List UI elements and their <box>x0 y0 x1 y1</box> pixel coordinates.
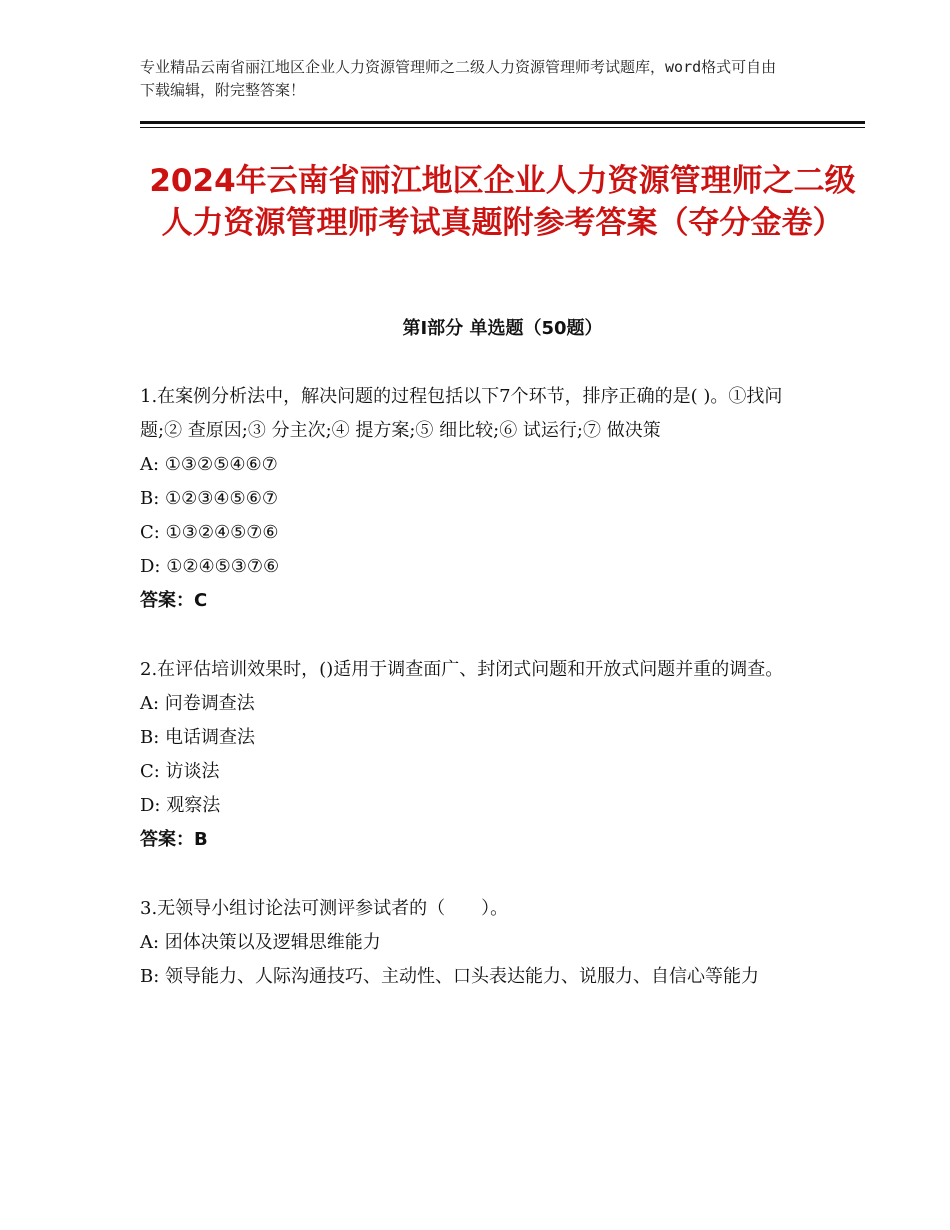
header-rule-thick <box>140 121 865 124</box>
question-option: A: ①③②⑤④⑥⑦ <box>140 454 278 475</box>
question-option: D: ①②④⑤③⑦⑥ <box>140 556 280 577</box>
header-note: 专业精品云南省丽江地区企业人力资源管理师之二级人力资源管理师考试题库，word格式可自由下载编辑，附完整答案！ <box>140 58 777 99</box>
document-title: 2024年云南省丽江地区企业人力资源管理师之二级人力资源管理师考试真题附参考答案（夺分金卷） <box>149 163 856 241</box>
question-stem: 1.在案例分析法中，解决问题的过程包括以下7个环节，排序正确的是( )。①找问题;② 查原因;③ 分主次;④ 提方案;⑤ 细比较;⑥ 试运行;⑦ 做决策 <box>140 386 783 441</box>
question-list <box>140 380 805 1029</box>
question-item <box>140 380 805 618</box>
question-stem: 3.无领导小组讨论法可测评参试者的（ ）。 <box>140 898 509 919</box>
question-option: A: 团体决策以及逻辑思维能力 <box>140 932 381 953</box>
section-heading: 第Ⅰ部分 单选题（50题） <box>402 318 603 339</box>
question-option: D: 观察法 <box>140 795 221 816</box>
question-option: B: ①②③④⑤⑥⑦ <box>140 488 278 509</box>
question-answer: 答案：B <box>140 829 208 850</box>
question-option: A: 问卷调查法 <box>140 693 255 714</box>
question-option: B: 领导能力、人际沟通技巧、主动性、口头表达能力、说服力、自信心等能力 <box>140 966 760 987</box>
question-stem: 2.在评估培训效果时，()适用于调查面广、封闭式问题和开放式问题并重的调查。 <box>140 659 784 680</box>
question-option: B: 电话调查法 <box>140 727 256 748</box>
question-option: C: ①③②④⑤⑦⑥ <box>140 522 279 543</box>
question-option: C: 访谈法 <box>140 761 220 782</box>
question-item <box>140 653 805 857</box>
question-answer: 答案：C <box>140 590 208 611</box>
question-item <box>140 892 805 994</box>
header-rule-thin <box>140 127 865 128</box>
